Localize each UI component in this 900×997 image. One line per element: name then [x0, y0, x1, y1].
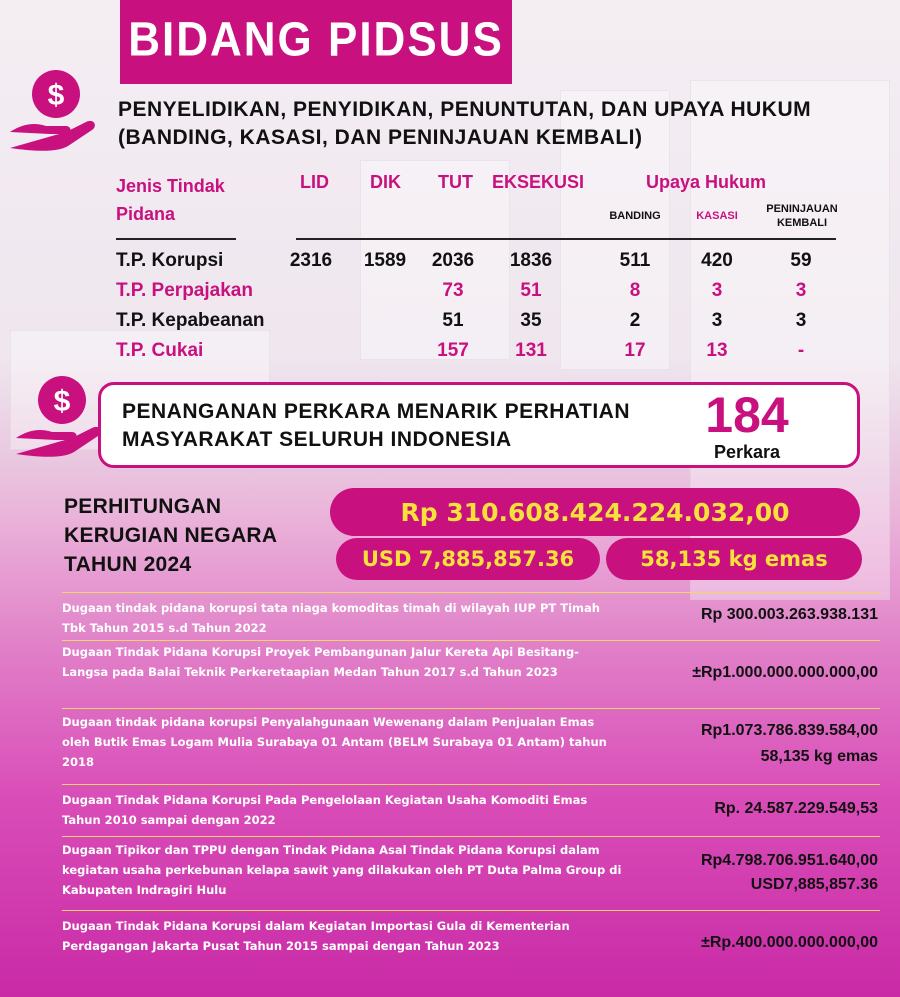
divider — [62, 836, 880, 837]
state-loss-gold: 58,135 kg emas — [606, 538, 862, 580]
cell-eksekusi: 131 — [515, 340, 547, 361]
header-banding: BANDING — [609, 210, 661, 222]
cell-pk: 3 — [795, 310, 807, 331]
table-row — [116, 310, 856, 340]
case-amount — [692, 662, 878, 684]
case-amount-secondary: USD7,885,857.36 — [750, 876, 878, 893]
case-amount-secondary: 58,135 kg emas — [760, 748, 878, 765]
cell-banding: 17 — [624, 340, 646, 361]
case-amount-value: ±Rp1.000.000.000.000,00 — [692, 664, 878, 681]
header-eksekusi: EKSEKUSI — [492, 172, 585, 192]
cell-kasasi: 3 — [711, 280, 723, 301]
cell-kasasi: 3 — [711, 310, 723, 331]
case-amount-value: ±Rp.400.000.000.000,00 — [701, 934, 878, 951]
cell-dik: 1589 — [363, 250, 407, 271]
header-kasasi: KASASI — [696, 210, 738, 222]
case-amount-value: Rp1.073.786.839.584,00 — [700, 722, 878, 739]
divider — [62, 708, 880, 709]
case-amount — [714, 798, 878, 820]
case-amount-value: Rp4.798.706.951.640,00 — [700, 852, 878, 869]
case-amount — [701, 932, 878, 954]
header-lid: LID — [300, 172, 329, 192]
case-description: Dugaan Tindak Pidana Korupsi Proyek Pembangunan Jalur Kereta Api Besitang-Langsa pada Balai Teknik Perkeretaapian Medan Tahun 2017 s.d Tahun 2023 — [62, 645, 579, 679]
header-dik: DIK — [370, 172, 401, 192]
row-name: T.P. Cukai — [116, 340, 204, 361]
cell-kasasi: 13 — [706, 340, 728, 361]
table-row — [116, 280, 856, 310]
section-title-investigation: PENYELIDIKAN, PENYIDIKAN, PENUNTUTAN, DAN UPAYA HUKUM (BANDING, KASASI, DAN PENINJAUAN KEMBALI) — [118, 98, 812, 149]
state-loss-total: Rp 310.608.424.224.032,00 — [330, 488, 860, 536]
case-amount — [701, 850, 878, 896]
page-title: BIDANG PIDSUS — [120, 0, 512, 84]
cell-eksekusi: 1836 — [509, 250, 553, 271]
case-item — [62, 598, 882, 638]
case-item — [62, 712, 882, 778]
case-item — [62, 840, 882, 906]
cell-banding: 8 — [629, 280, 641, 301]
case-amount — [701, 604, 878, 626]
cell-tut: 157 — [437, 340, 469, 361]
attention-cases-unit: Perkara — [713, 442, 781, 462]
cell-pk: 3 — [795, 280, 807, 301]
case-amount-value: Rp. 24.587.229.549,53 — [714, 800, 878, 817]
divider — [62, 784, 880, 785]
case-amount-value: Rp 300.003.263.938.131 — [700, 606, 878, 623]
cell-eksekusi: 51 — [520, 280, 542, 301]
money-hand-icon — [8, 66, 98, 152]
cell-tut: 51 — [442, 310, 464, 331]
state-loss-title: PERHITUNGAN KERUGIAN NEGARA TAHUN 2024 — [64, 495, 277, 576]
header-jenis: Jenis Tindak Pidana — [116, 176, 225, 224]
case-description: Dugaan tindak pidana korupsi Penyalahgunaan Wewenang dalam Penjualan Emas oleh Butik Emas Logam Mulia Surabaya 01 Antam (BELM Surabaya 01 Antam) tahun 2018 — [62, 715, 607, 769]
state-loss-usd: USD 7,885,857.36 — [336, 538, 600, 580]
cell-banding: 2 — [629, 310, 641, 331]
row-name: T.P. Korupsi — [116, 250, 224, 271]
divider — [62, 640, 880, 641]
table-row — [116, 340, 856, 370]
cell-tut: 73 — [442, 280, 464, 301]
case-description: Dugaan tindak pidana korupsi tata niaga komoditas timah di wilayah IUP PT Timah Tbk Tahun 2015 s.d Tahun 2022 — [62, 601, 600, 635]
header-tut: TUT — [438, 172, 473, 192]
row-name: T.P. Perpajakan — [116, 280, 253, 301]
svg-text:$: $ — [53, 385, 71, 418]
cell-pk: 59 — [790, 250, 812, 271]
cell-pk: - — [797, 340, 805, 361]
header-peninjauan-kembali: PENINJAUAN KEMBALI — [766, 203, 838, 229]
case-amount — [701, 720, 878, 768]
divider — [62, 910, 880, 911]
table-header-divider — [296, 238, 836, 240]
case-description: Dugaan Tindak Pidana Korupsi Pada Pengelolaan Kegiatan Usaha Komoditi Emas Tahun 2010 sampai dengan 2022 — [62, 793, 588, 827]
case-item — [62, 916, 882, 960]
table-row — [116, 250, 856, 280]
table-header-divider — [116, 238, 236, 240]
attention-cases-count: 184 — [705, 387, 789, 443]
money-hand-icon — [14, 372, 104, 458]
cell-tut: 2036 — [431, 250, 475, 271]
svg-text:$: $ — [47, 79, 65, 112]
case-description: Dugaan Tindak Pidana Korupsi dalam Kegiatan Importasi Gula di Kementerian Perdagangan Jakarta Pusat Tahun 2015 sampai dengan Tahun 2023 — [62, 919, 570, 953]
row-name: T.P. Kepabeanan — [116, 310, 265, 331]
divider — [62, 592, 880, 593]
header-upaya-hukum: Upaya Hukum — [646, 172, 767, 192]
cell-eksekusi: 35 — [520, 310, 542, 331]
case-item — [62, 642, 882, 704]
cell-banding: 511 — [619, 250, 651, 271]
cell-lid: 2316 — [289, 250, 333, 271]
cell-kasasi: 420 — [701, 250, 733, 271]
case-description: Dugaan Tipikor dan TPPU dengan Tindak Pidana Asal Tindak Pidana Korupsi dalam kegiatan usaha perkebunan kelapa sawit yang dilakukan oleh PT Duta Palma Group di Kabupaten Indragiri Hulu — [62, 843, 622, 897]
attention-cases-text: PENANGANAN PERKARA MENARIK PERHATIAN MASYARAKAT SELURUH INDONESIA — [122, 400, 631, 451]
case-item — [62, 790, 882, 834]
